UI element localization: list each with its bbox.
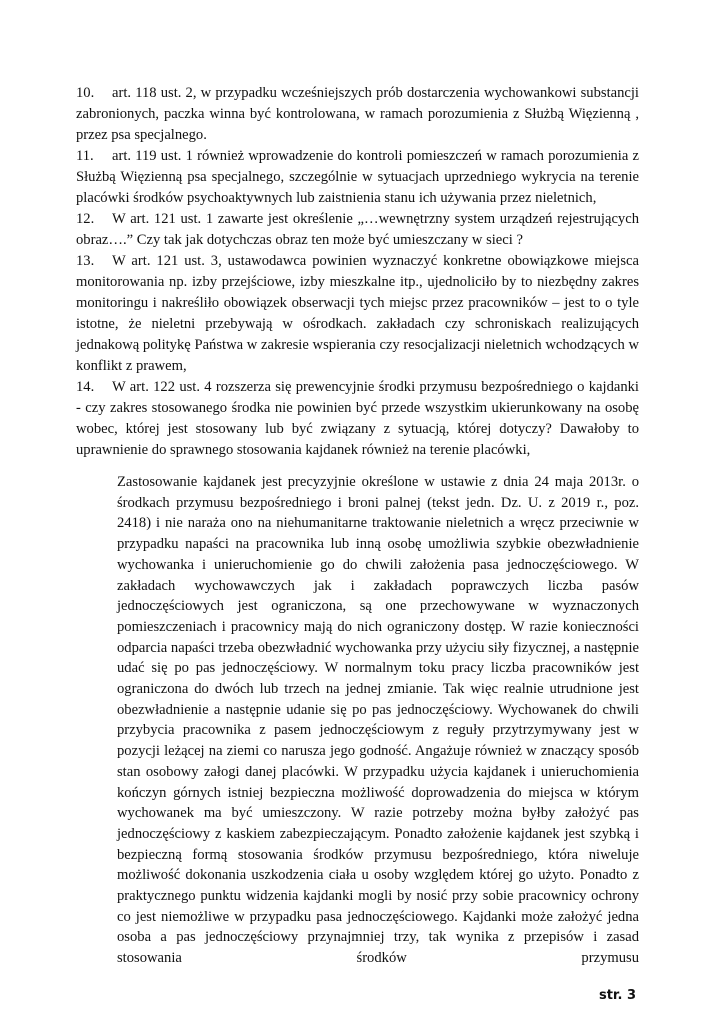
item-text: art. 118 ust. 2, w przypadku wcześniejszych prób dostarczenia wychowankowi substancji zabronionych, paczka winna być kontrolowana, w ramach porozumienia z Służbą Więzienną , przez psa specjalnego. [76,85,639,143]
list-item [76,83,639,146]
list-item [76,377,639,461]
item-text: W art. 122 ust. 4 rozszerza się prewencyjnie środki przymusu bezpośredniego o kajdanki - czy zakres stosowanego środka nie powinien być przede wszystkim ukierunkowany na osobę wobec, której jest stosowany lub być związany z sytuacją, której dotyczy? Dawałoby to uprawnienie do sprawnego stosowania kajdanek również na terenie placówki, [76,379,639,458]
item-text: W art. 121 ust. 1 zawarte jest określenie „…wewnętrzny system urządzeń rejestrujących obraz….” Czy tak jak dotychczas obraz ten może być umieszczany w sieci ? [76,211,639,248]
item-text: art. 119 ust. 1 również wprowadzenie do kontroli pomieszczeń w ramach porozumienia z Służbą Więzienną psa specjalnego, szczególnie w sytuacjach uprzedniego wykrycia na terenie placówki środków psychoaktywnych lub zaistnienia stanu ich używania przez nieletnich, [76,148,639,206]
list-item [76,209,639,251]
item-number: 10. [76,85,95,101]
list-item [76,146,639,209]
list-item [76,251,639,377]
response-paragraph: Zastosowanie kajdanek jest precyzyjnie określone w ustawie z dnia 24 maja 2013r. o środkach przymusu bezpośredniego i broni palnej (tekst jedn. Dz. U. z 2019 r., poz. 2418) i nie naraża ono na niehumanitarne traktowanie nieletnich a wręcz przeciwnie w przypadku napaści na pracownika lub inną osobę umożliwia szybkie obezwładnienie wychowanka i unieruchomienie go do chwili założenia pasa jednoczęściowego. W zakładach wychowawczych jak i zakładach poprawczych liczba pasów jednoczęściowych jest ograniczona, są one przechowywane w wyznaczonych pomieszczeniach i pracownicy mają do nich ograniczony dostęp. W razie konieczności odparcia napaści trzeba obezwładnić wychowanka przy użyciu siły fizycznej, a następnie udać się po pas jednoczęściowy. W normalnym toku pracy liczba pracowników jest ograniczona do dwóch lub trzech na jednej zmianie. Tak więc realnie utrudnione jest obezwładnienie a następnie udanie się po pas jednoczęściowy. Wychowanek do chwili przybycia pracownika z pasem jednoczęściowym z reguły przytrzymywany jest w pozycji leżącej na ziemi co narusza jego godność. Angażuje również w znaczący sposób stan osobowy załogi danej placówki. W przypadku użycia kajdanek i unieruchomienia kończyn górnych istniej bezpieczna możliwość doprowadzenia do miejsca w którym wychowanek ma być umieszczony. W razie potrzeby można byłby założyć pas jednoczęściowy z kaskiem zabezpieczającym. Ponadto założenie kajdanek jest szybką i bezpieczną formą stosowania środków przymusu bezpośredniego, która niweluje możliwość dokonania uszkodzenia ciała u osoby względem której go użyto. Ponadto z praktycznego punktu widzenia kajdanki mogli by nosić przy sobie pracownicy ochrony co jest niemożliwe w przypadku pasa jednoczęściowego. Kajdanki może założyć jedna osoba a pas jednoczęściowy przynajmniej trzy, tak wynika z przepisów i zasad stosowania środków przymusu [117,474,639,967]
item-number: 12. [76,211,95,227]
item-number: 13. [76,253,95,269]
item-number: 14. [76,379,95,395]
item-text: W art. 121 ust. 3, ustawodawca powinien wyznaczyć konkretne obowiązkowe miejsca monitorowania np. izby przejściowe, izby mieszkalne itp., ujednoliciło by to niezbędny zakres monitoringu i nakreśliło obowiązek obserwacji tych miejsc przez pracowników – jest to o tyle istotne, że nieletni przebywają w ośrodkach. zakładach czy schroniskach realizujących jednakową politykę Państwa w zakresie wspierania czy resocjalizacji nieletnich wchodzących w konflikt z prawem, [76,253,639,374]
item-number: 11. [76,148,94,164]
numbered-list [76,83,639,461]
page-number: str. 3 [598,988,636,1003]
